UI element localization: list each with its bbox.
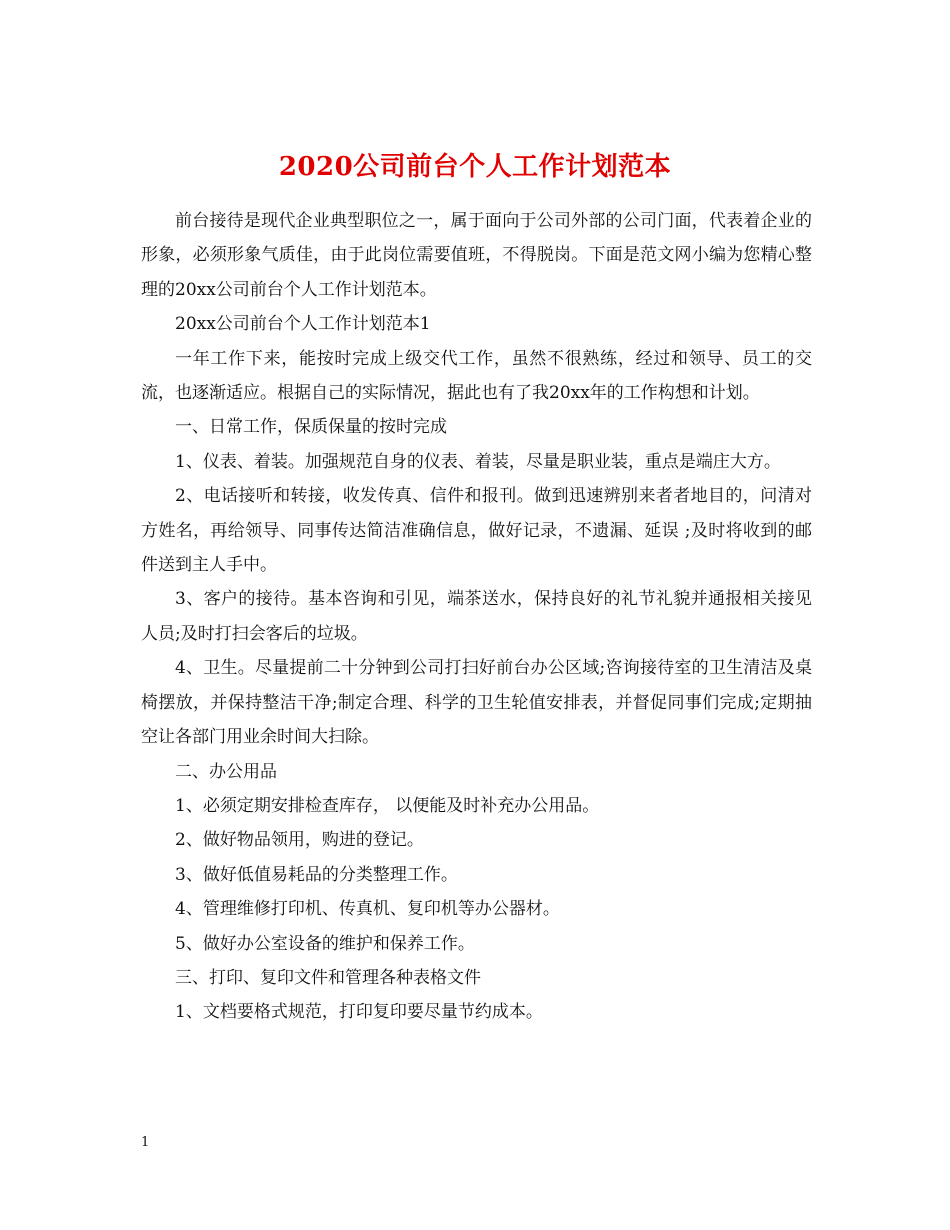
- list-item: 4、管理维修打印机、传真机、复印机等办公器材。: [175, 899, 560, 920]
- list-item: 3、做好低值易耗品的分类整理工作。: [175, 864, 458, 885]
- list-item: 5、做好办公室设备的维护和保养工作。: [175, 933, 475, 954]
- page-title: 2020公司前台个人工作计划范本: [278, 152, 672, 183]
- list-item: 1、文档要格式规范，打印复印要尽量节约成本。: [175, 1002, 543, 1023]
- list-item: 1、仪表、着装。加强规范自身的仪表、着装，尽量是职业装，重点是端庄大方。: [175, 451, 781, 472]
- page-number: 1: [141, 1135, 150, 1150]
- list-item: 1、必须定期安排检查库存， 以便能及时补充办公用品。: [175, 795, 600, 816]
- list-item: 2、电话接听和转接，收发传真、信件和报刊。做到迅速辨别来者者地目的，问清对方姓名，再给领导、同事传达简洁准确信息，做好记录，不遗漏、延误 ;及时将收到的邮件送到主人手中。: [141, 486, 812, 576]
- paragraph: 一年工作下来，能按时完成上级交代工作，虽然不很熟练，经过和领导、员工的交流，也逐渐适应。根据自己的实际情况，据此也有了我20xx年的工作构想和计划。: [141, 348, 812, 404]
- list-item: 2、做好物品领用，购进的登记。: [175, 830, 424, 851]
- section-heading: 三、打印、复印文件和管理各种表格文件: [175, 967, 481, 988]
- section-heading: 二、办公用品: [175, 761, 277, 782]
- list-item: 4、卫生。尽量提前二十分钟到公司打扫好前台办公区域;咨询接待室的卫生清洁及桌椅摆放，并保持整洁干净;制定合理、科学的卫生轮值安排表，并督促同事们完成;定期抽空让各部门用业余时间大扫除。: [141, 658, 812, 748]
- list-item: 3、客户的接待。基本咨询和引见，端茶送水，保持良好的礼节礼貌并通报相关接见人员;及时打扫会客后的垃圾。: [141, 589, 812, 644]
- section-heading: 一、日常工作，保质保量的按时完成: [175, 417, 447, 438]
- section-heading: 20xx公司前台个人工作计划范本1: [175, 314, 431, 335]
- document-body: [141, 204, 812, 1030]
- intro-paragraph: 前台接待是现代企业典型职位之一，属于面向于公司外部的公司门面，代表着企业的形象，必须形象气质佳，由于此岗位需要值班，不得脱岗。下面是范文网小编为您精心整理的20xx公司前台个人工作计划范本。: [141, 211, 812, 300]
